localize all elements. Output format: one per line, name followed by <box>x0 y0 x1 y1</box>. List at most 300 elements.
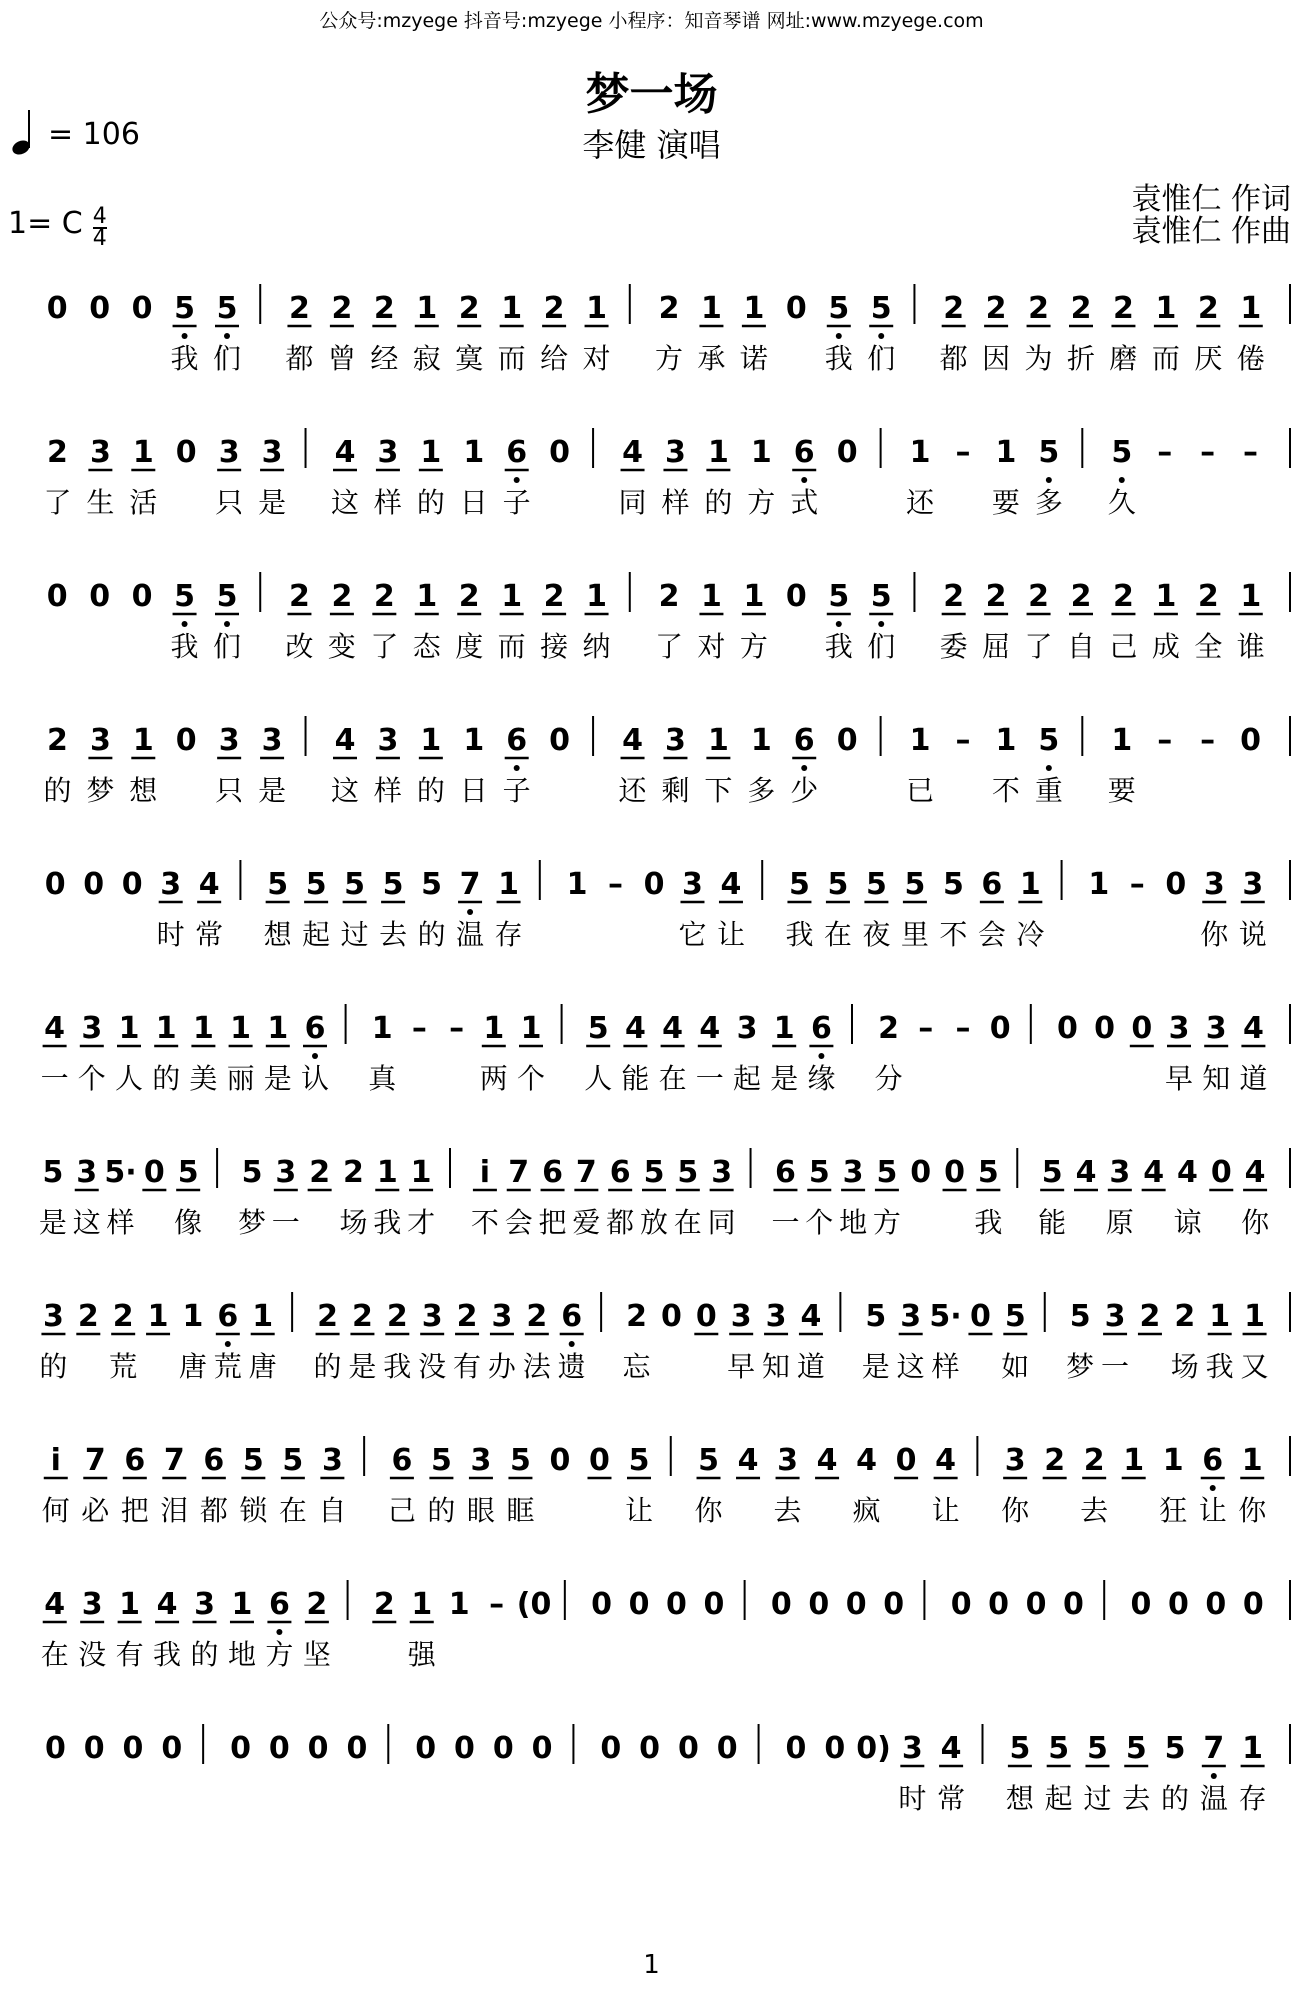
lyric-char: 起 <box>302 918 331 951</box>
lyric-char: 同 <box>707 1206 736 1239</box>
lyric-char: 我 <box>1205 1350 1234 1383</box>
note: 1 <box>586 291 607 326</box>
extension-dash: – <box>955 435 971 470</box>
lyric-char: 因 <box>982 342 1011 375</box>
note: 6 <box>775 1155 796 1190</box>
extension-dash: – <box>608 867 624 902</box>
lyric-char: 眶 <box>506 1494 535 1527</box>
note: 2 <box>1083 1443 1105 1478</box>
note: 0 <box>910 1155 932 1190</box>
note: 4 <box>44 1587 66 1622</box>
note: 1 <box>1242 1731 1264 1766</box>
note: 1 <box>1209 1299 1231 1334</box>
note: 1 <box>416 579 438 614</box>
low-octave-dot <box>224 621 230 627</box>
note: 0 <box>785 1731 807 1766</box>
extension-dash: – <box>955 723 971 758</box>
note: 1 <box>1244 1299 1265 1334</box>
lyric-char: 地 <box>227 1638 256 1671</box>
note: 0 <box>970 1299 991 1334</box>
note: 3 <box>321 1443 343 1478</box>
extension-dash: – <box>1200 723 1216 758</box>
note: 3 <box>470 1443 492 1478</box>
note: 6 <box>268 1587 290 1622</box>
lyric-char: 道 <box>796 1350 825 1383</box>
note: 3 <box>1168 1011 1190 1046</box>
note: 5 <box>174 579 195 614</box>
lyric-char: 谁 <box>1236 630 1265 663</box>
note: 1 <box>448 1587 470 1622</box>
note: 1 <box>701 579 722 614</box>
low-octave-dot <box>182 621 188 627</box>
lyric-char: 方 <box>747 486 776 519</box>
note: 5 <box>1069 1299 1091 1334</box>
note: 1 <box>1088 867 1110 902</box>
note: 1 <box>520 1011 542 1046</box>
note: 0 <box>175 723 197 758</box>
note: 1 <box>1240 291 1262 326</box>
low-octave-dot <box>801 765 807 771</box>
note: 0 <box>46 579 68 614</box>
extension-dash: – <box>411 1011 427 1046</box>
lyric-char: 唐 <box>178 1350 207 1383</box>
note: 0 <box>1131 1011 1153 1046</box>
lyric-char: 改 <box>285 630 314 663</box>
note: 1 <box>147 1299 169 1334</box>
note: 5 <box>1038 723 1060 758</box>
note: 5 <box>1087 1731 1108 1766</box>
note: 1 <box>463 435 485 470</box>
note: 0 <box>808 1587 830 1622</box>
note: 3 <box>665 723 686 758</box>
note: 1 <box>1111 723 1133 758</box>
lyric-char: 是 <box>38 1206 67 1239</box>
lyric-char: 才 <box>407 1206 436 1239</box>
note: 0 <box>415 1731 437 1766</box>
extension-dash: – <box>918 1011 934 1046</box>
note: 2 <box>1028 579 1049 614</box>
lyric-char: 何 <box>41 1494 70 1527</box>
note: 1 <box>132 723 154 758</box>
low-octave-dot <box>836 333 842 339</box>
lyric-char: 自 <box>1066 630 1096 663</box>
note: 4 <box>662 1011 684 1046</box>
note: 5 <box>643 1155 665 1190</box>
note: 0 <box>988 1587 1010 1622</box>
lyric-char: 下 <box>704 774 733 807</box>
note: 2 <box>1070 579 1092 614</box>
lyric-char: 我 <box>785 918 814 951</box>
note: 1 <box>252 1299 274 1334</box>
note: 0 <box>161 1731 183 1766</box>
lyric-char: 我 <box>824 630 853 663</box>
note: 2 <box>352 1299 373 1334</box>
note: 0 <box>131 579 153 614</box>
note: 4 <box>699 1011 721 1046</box>
lyric-char: 存 <box>494 918 523 951</box>
note: 5 <box>828 579 850 614</box>
lyric-char: 们 <box>212 630 242 663</box>
low-octave-dot <box>818 1053 824 1059</box>
note: 1 <box>483 1011 505 1046</box>
lyric-char: 子 <box>502 486 531 519</box>
low-octave-dot <box>514 765 520 771</box>
lyric-char: 方 <box>265 1638 294 1671</box>
lyric-char: 梦 <box>237 1206 267 1239</box>
lyric-char: 有 <box>115 1638 144 1671</box>
lyric-char: 为 <box>1024 342 1053 375</box>
note: 5 <box>177 1155 199 1190</box>
lyric-char: 的 <box>152 1062 181 1095</box>
lyric-char: 的 <box>416 486 445 519</box>
note: 5 <box>587 1011 609 1046</box>
lyric-char: 在 <box>658 1062 687 1095</box>
note: 4 <box>334 723 356 758</box>
note: 0 <box>83 1731 105 1766</box>
lyric-char: 们 <box>867 342 896 375</box>
note: 0 <box>1165 867 1187 902</box>
lyric-char: 样 <box>373 486 402 519</box>
note: 3 <box>89 723 111 758</box>
low-octave-dot <box>569 1341 575 1347</box>
lyric-char: 时 <box>898 1782 927 1815</box>
lyric-char: 诺 <box>739 342 768 375</box>
lyric-char: 寂 <box>412 342 441 375</box>
lyric-char: 坚 <box>302 1638 331 1671</box>
note: 0 <box>628 1587 650 1622</box>
composer-credit: 袁惟仁 作曲 <box>1131 214 1291 249</box>
note: 6 <box>124 1443 146 1478</box>
lyric-char: 这 <box>72 1206 101 1239</box>
meter-bottom: 4 <box>92 226 107 251</box>
lyric-char: 人 <box>584 1062 613 1095</box>
lyric-char: 夜 <box>862 918 891 951</box>
lyric-char: 把 <box>538 1206 567 1239</box>
note: 2 <box>1028 291 1049 326</box>
lyric-char: 如 <box>1001 1350 1030 1383</box>
note: 2 <box>1197 579 1219 614</box>
note: 0 <box>1240 723 1261 758</box>
note: 0 <box>143 1155 165 1190</box>
lyric-char: 方 <box>654 342 684 375</box>
lyric-char: 让 <box>716 918 745 951</box>
note: 2 <box>458 291 480 326</box>
lyric-char: 你 <box>1200 918 1229 951</box>
note: 0 <box>549 1443 571 1478</box>
note: 2 <box>943 579 965 614</box>
note: 5 <box>865 867 887 902</box>
lyric-char: 个 <box>516 1062 546 1095</box>
note: 0 <box>677 1731 699 1766</box>
note: 3 <box>89 435 111 470</box>
note: i <box>479 1155 491 1190</box>
lyric-char: 不 <box>470 1206 499 1239</box>
note: 5 <box>827 867 849 902</box>
lyric-char: 不 <box>991 774 1020 807</box>
note: 0 <box>989 1011 1011 1046</box>
lyric-char: 冷 <box>1016 918 1045 951</box>
note: 6 <box>391 1443 413 1478</box>
lyric-char: 方 <box>872 1206 901 1239</box>
note: 2 <box>658 291 680 326</box>
note: 2 <box>458 579 480 614</box>
note: 1 <box>118 1011 140 1046</box>
lyric-char: 式 <box>790 486 819 519</box>
lyric-char: 方 <box>739 630 768 663</box>
lyric-char: 的 <box>416 774 445 807</box>
key-label: 1= C <box>8 206 83 241</box>
lyric-char: 你 <box>1001 1494 1030 1527</box>
note: 4 <box>1177 1155 1198 1190</box>
note: 0 <box>1167 1587 1189 1622</box>
note: 0 <box>1063 1587 1084 1622</box>
note: 5 <box>1048 1731 1070 1766</box>
note: 5 <box>1041 1155 1063 1190</box>
note: 3 <box>777 1443 798 1478</box>
note: 5 <box>870 579 892 614</box>
note: 1 <box>230 1011 252 1046</box>
lyric-char: 都 <box>939 342 968 375</box>
lyric-char: 泪 <box>160 1494 189 1527</box>
lyric-char: 让 <box>1198 1494 1227 1527</box>
note: 0 <box>531 1731 553 1766</box>
note: 0 <box>307 1731 329 1766</box>
note: 3 <box>1104 1299 1126 1334</box>
lyric-char: 们 <box>212 342 242 375</box>
note: 1 <box>182 1299 204 1334</box>
lyric-char: 们 <box>867 630 896 663</box>
note: 5 <box>876 1155 898 1190</box>
note: 3 <box>491 1299 513 1334</box>
note: 0 <box>785 579 807 614</box>
note: 1 <box>267 1011 289 1046</box>
note: 5· <box>929 1299 962 1334</box>
note: 0 <box>46 291 68 326</box>
lyric-char: 过 <box>340 918 369 951</box>
note: 1 <box>1155 579 1177 614</box>
note: 0 <box>131 291 153 326</box>
note: 0 <box>661 1299 682 1334</box>
note: 5 <box>698 1443 719 1478</box>
note: 1 <box>1155 291 1177 326</box>
lyric-char: 一 <box>271 1206 300 1239</box>
lyric-char: 一 <box>40 1062 69 1095</box>
lyric-char: 还 <box>906 486 935 519</box>
note: 1 <box>420 723 442 758</box>
note: 6 <box>609 1155 631 1190</box>
lyric-char: 是 <box>258 774 287 807</box>
lyric-char: 没 <box>78 1638 107 1671</box>
note: 5 <box>174 291 195 326</box>
note: 3 <box>275 1155 297 1190</box>
page-number: 1 <box>643 1950 660 1980</box>
lyric-char: 个 <box>77 1062 106 1095</box>
lyric-char: 折 <box>1066 342 1096 375</box>
note: 1 <box>501 579 523 614</box>
lyric-char: 存 <box>1238 1782 1267 1815</box>
note: 5 <box>282 1443 304 1478</box>
note: 0 <box>944 1155 965 1190</box>
note: 0 <box>549 723 571 758</box>
note: 4 <box>1244 1155 1266 1190</box>
note: 2 <box>317 1299 338 1334</box>
lyric-char: 两 <box>479 1062 508 1095</box>
note: 1 <box>995 435 1017 470</box>
note: 0 <box>83 867 105 902</box>
low-octave-dot <box>182 333 188 339</box>
lyric-char: 是 <box>861 1350 890 1383</box>
note: 1 <box>410 1155 432 1190</box>
note: 0 <box>643 867 665 902</box>
note: 5 <box>344 867 366 902</box>
note: 1 <box>1019 867 1041 902</box>
low-octave-dot <box>276 1629 282 1635</box>
note: 3 <box>736 1011 758 1046</box>
note: 0 <box>883 1587 905 1622</box>
note: 2 <box>985 291 1007 326</box>
lyric-char: 都 <box>199 1494 228 1527</box>
lyric-char: 地 <box>839 1206 868 1239</box>
lyric-char: 在 <box>40 1638 69 1671</box>
note: 7 <box>84 1443 106 1478</box>
note: 1 <box>1241 1443 1263 1478</box>
lyric-char: 这 <box>896 1350 925 1383</box>
note: 0 <box>836 435 858 470</box>
note: 5 <box>216 291 238 326</box>
lyric-char: 厌 <box>1194 342 1223 375</box>
lyric-char: 还 <box>618 774 647 807</box>
note: 2 <box>112 1299 134 1334</box>
lyric-char: 的 <box>417 918 446 951</box>
lyric-char: 同 <box>618 486 647 519</box>
meter-top: 4 <box>92 204 107 229</box>
note: 1 <box>909 723 931 758</box>
lyric-char: 活 <box>129 486 158 519</box>
note: 2 <box>543 291 565 326</box>
lyric-char: 真 <box>368 1062 397 1095</box>
lyric-char: 多 <box>747 774 776 807</box>
lyric-char: 日 <box>459 774 488 807</box>
lyric-char: 知 <box>762 1350 791 1383</box>
note: 4 <box>334 435 356 470</box>
note: 3 <box>730 1299 752 1334</box>
lyric-char: 梦 <box>86 774 115 807</box>
note: 3 <box>261 435 283 470</box>
extension-dash: – <box>955 1011 971 1046</box>
note: 0 <box>492 1731 514 1766</box>
lyric-char: 度 <box>455 630 484 663</box>
note: 3 <box>1203 867 1225 902</box>
lyric-char: 已 <box>906 774 935 807</box>
lyric-char: 你 <box>694 1494 723 1527</box>
note: 0 <box>549 435 571 470</box>
note: 2 <box>306 1587 328 1622</box>
lyric-char: 早 <box>727 1350 756 1383</box>
note: 5 <box>267 867 289 902</box>
note: 3 <box>842 1155 864 1190</box>
note: 3 <box>665 435 686 470</box>
note: 4 <box>622 723 643 758</box>
lyric-char: 办 <box>487 1350 516 1383</box>
lyric-char: 道 <box>1239 1062 1268 1095</box>
note: 0 <box>44 867 66 902</box>
note: 1 <box>586 579 607 614</box>
note: 4 <box>156 1587 178 1622</box>
lyric-char: 遗 <box>557 1350 586 1383</box>
lyric-char: 样 <box>931 1350 960 1383</box>
note: 2 <box>343 1155 364 1190</box>
note: 6 <box>793 435 815 470</box>
note: 2 <box>1113 291 1134 326</box>
note: 1 <box>1162 1443 1184 1478</box>
lyric-char: 曾 <box>327 342 356 375</box>
note: (0 <box>516 1587 552 1622</box>
note: 2 <box>658 579 680 614</box>
lyric-char: 在 <box>673 1206 702 1239</box>
note: 0 <box>666 1587 687 1622</box>
lyric-char: 的 <box>313 1350 342 1383</box>
low-octave-dot <box>225 1341 231 1347</box>
note: 3 <box>421 1299 443 1334</box>
note: 1 <box>420 435 442 470</box>
note: 6 <box>506 435 528 470</box>
note: 3 <box>194 1587 215 1622</box>
note: 2 <box>289 291 310 326</box>
lyric-char: 委 <box>939 630 968 663</box>
lyric-char: 荒 <box>213 1350 242 1383</box>
note: 7 <box>575 1155 597 1190</box>
lyric-char: 缘 <box>807 1062 836 1095</box>
note: 1 <box>411 1587 433 1622</box>
note: 3 <box>377 723 399 758</box>
lyric-char: 想 <box>263 918 292 951</box>
note: 2 <box>1197 291 1219 326</box>
note: 2 <box>878 1011 900 1046</box>
note: 5 <box>1009 1731 1031 1766</box>
lyric-char: 爱 <box>572 1206 601 1239</box>
lyric-char: 荒 <box>109 1350 138 1383</box>
lyric-char: 己 <box>1109 630 1138 663</box>
lyric-char: 去 <box>379 918 408 951</box>
lyric-char: 必 <box>81 1494 110 1527</box>
note: 1 <box>750 435 772 470</box>
note: 2 <box>626 1299 647 1334</box>
note: 0 <box>121 867 143 902</box>
lyric-char: 人 <box>114 1062 144 1095</box>
note: 0 <box>1130 1587 1152 1622</box>
note: 3 <box>901 1731 923 1766</box>
lyric-char: 把 <box>120 1494 149 1527</box>
lyric-char: 重 <box>1034 774 1063 807</box>
note: 4 <box>720 867 742 902</box>
lyric-char: 我 <box>373 1206 402 1239</box>
lyric-char: 早 <box>1164 1062 1194 1095</box>
note: 5 <box>828 291 850 326</box>
note: 2 <box>456 1299 478 1334</box>
lyric-char: 个 <box>805 1206 834 1239</box>
lyric-char: 了 <box>1024 630 1053 663</box>
lyric-char: 己 <box>387 1494 416 1527</box>
lyric-char: 过 <box>1083 1782 1112 1815</box>
site-info-header: 公众号:mzyege 抖音号:mzyege 小程序：知音琴谱 网址:www.mzyege.com <box>319 10 984 32</box>
lyric-char: 丽 <box>226 1062 255 1095</box>
note: 0 <box>454 1731 475 1766</box>
note: 5 <box>977 1155 999 1190</box>
note: 5 <box>430 1443 452 1478</box>
lyric-char: 美 <box>189 1062 218 1095</box>
lyric-char: 少 <box>790 774 819 807</box>
note: 0 <box>600 1731 622 1766</box>
